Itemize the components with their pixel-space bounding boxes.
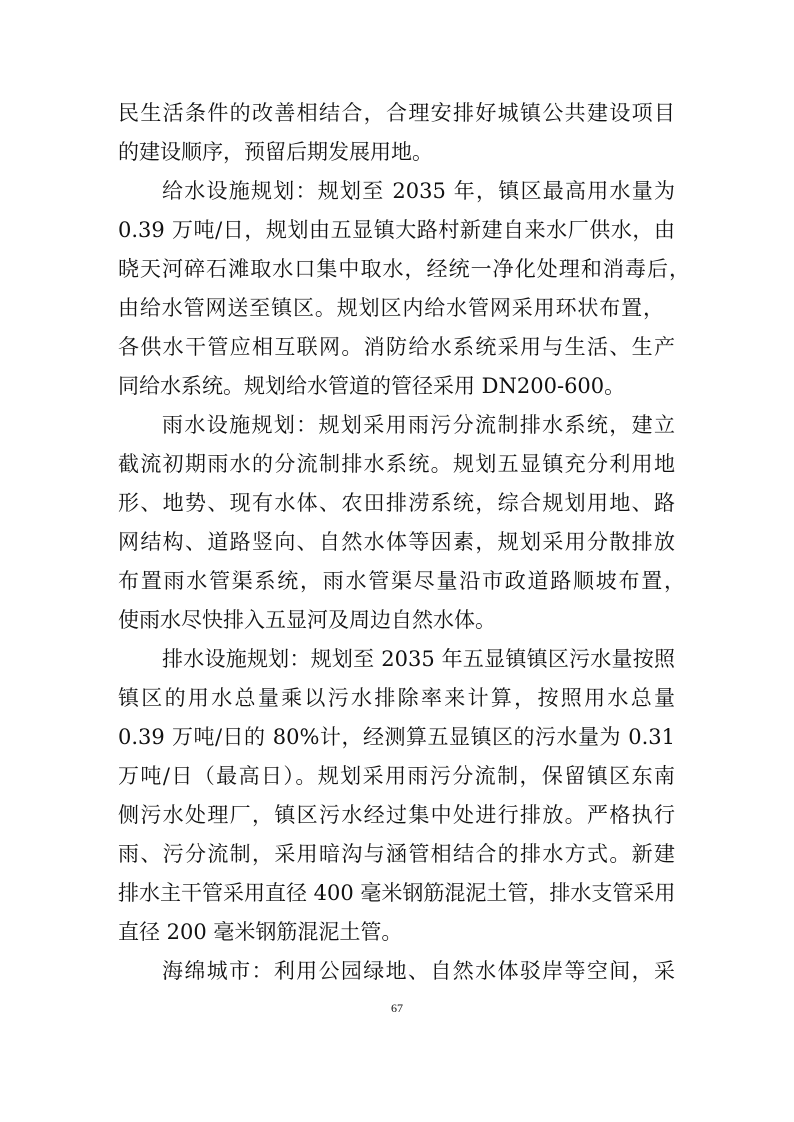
text-line: 侧污水处理厂，镇区污水经过集中处进行排放。严格执行 (118, 803, 675, 827)
text-line: 截流初期雨水的分流制排水系统。规划五显镇充分利用地 (118, 452, 675, 476)
text-line: 海绵城市：利用公园绿地、自然水体驳岸等空间，采 (162, 959, 675, 983)
text-line: 雨、污分流制，采用暗沟与涵管相结合的排水方式。新建 (118, 842, 675, 866)
text-line: 的建设顺序，预留后期发展用地。 (118, 140, 433, 164)
text-line: 同给水系统。规划给水管道的管径采用 DN200-600。 (118, 374, 626, 398)
text-line: 排水设施规划：规划至 2035 年五显镇镇区污水量按照 (162, 647, 675, 671)
text-line: 由给水管网送至镇区。规划区内给水管网采用环状布置， (118, 296, 664, 320)
text-line: 布置雨水管渠系统，雨水管渠尽量沿市政道路顺坡布置， (118, 569, 685, 593)
text-line: 雨水设施规划：规划采用雨污分流制排水系统，建立 (162, 413, 675, 437)
text-line: 万吨/日（最高日）。规划采用雨污分流制，保留镇区东南 (118, 764, 675, 788)
text-line: 晓天河碎石滩取水口集中取水，经统一净化处理和消毒后， (118, 257, 690, 281)
text-line: 给水设施规划：规划至 2035 年，镇区最高用水量为 (162, 179, 675, 203)
text-line: 镇区的用水总量乘以污水排除率来计算，按照用水总量 (118, 686, 675, 710)
text-line: 网结构、道路竖向、自然水体等因素，规划采用分散排放 (118, 530, 675, 554)
text-line: 使雨水尽快排入五显河及周边自然水体。 (118, 608, 496, 632)
page-number: 67 (391, 1001, 403, 1015)
text-line: 0.39 万吨/日的 80%计，经测算五显镇区的污水量为 0.31 (118, 725, 675, 749)
text-line: 各供水干管应相互联网。消防给水系统采用与生活、生产 (118, 335, 675, 359)
text-line: 直径 200 毫米钢筋混泥土管。 (118, 920, 403, 944)
text-line: 排水主干管采用直径 400 毫米钢筋混泥土管，排水支管采用 (118, 881, 676, 905)
text-line: 形、地势、现有水体、农田排涝系统，综合规划用地、路 (118, 491, 675, 515)
text-line: 民生活条件的改善相结合，合理安排好城镇公共建设项目 (118, 101, 675, 125)
text-line: 0.39 万吨/日，规划由五显镇大路村新建自来水厂供水，由 (118, 218, 675, 242)
